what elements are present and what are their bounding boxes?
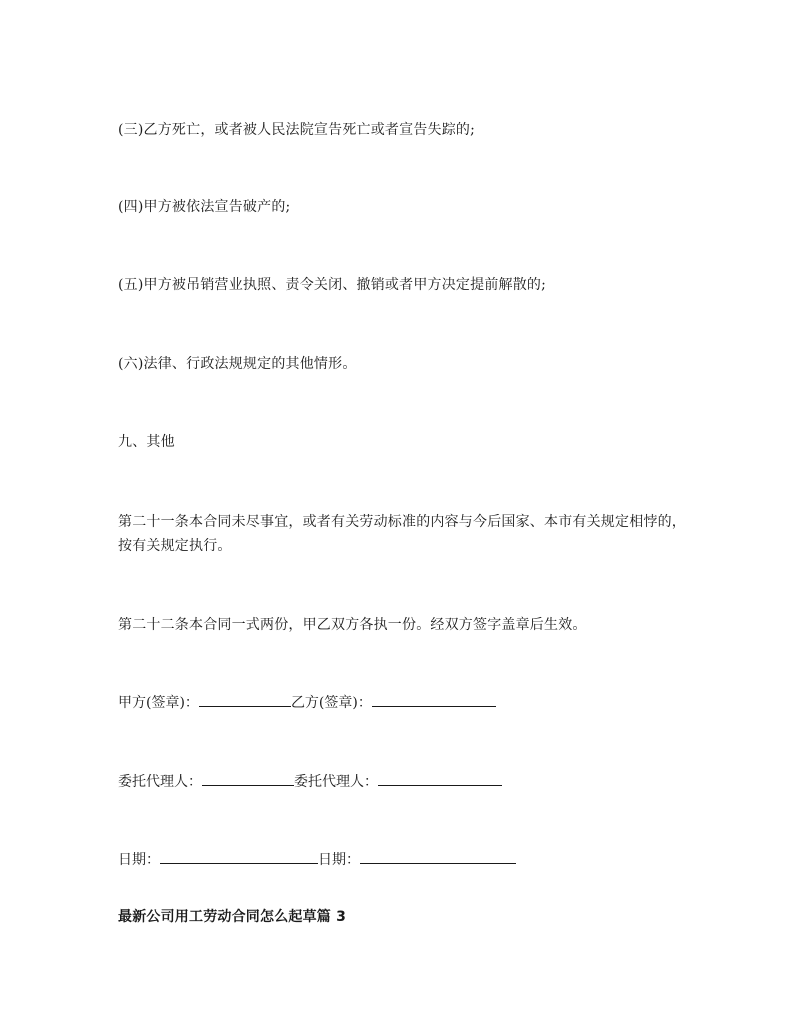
clause-6: (六)法律、行政法规规定的其他情形。 [118,356,357,372]
article-22: 第二十二条本合同一式两份，甲乙双方各执一份。经双方签字盖章后生效。 [118,617,587,633]
signature-row-dates [118,848,516,872]
agent-b-label: 委托代理人： [294,774,378,790]
clause-4: (四)甲方被依法宣告破产的; [118,199,291,215]
date-b-label: 日期： [318,852,360,868]
agent-a-blank [202,771,294,786]
agent-a-label: 委托代理人： [118,774,202,790]
section-heading-other: 九、其他 [118,434,175,450]
signature-row-parties [118,691,496,715]
agent-b-blank [378,771,502,786]
party-b-blank [372,692,496,707]
party-a-label: 甲方(签章)： [118,695,199,711]
party-a-blank [199,692,291,707]
clause-3: (三)乙方死亡，或者被人民法院宣告死亡或者宣告失踪的; [118,122,476,138]
article-21: 第二十一条本合同未尽事宜，或者有关劳动标准的内容与今后国家、本市有关规定相悖的，按有关规定执行。 [118,514,686,554]
clause-5: (五)甲方被吊销营业执照、责令关闭、撤销或者甲方决定提前解散的; [118,277,547,293]
date-a-blank [160,849,318,864]
signature-row-agents [118,770,502,794]
date-a-label: 日期： [118,852,160,868]
party-b-label: 乙方(签章)： [290,695,372,711]
next-section-title: 最新公司用工劳动合同怎么起草篇 3 [118,909,347,925]
date-b-blank [360,849,516,864]
